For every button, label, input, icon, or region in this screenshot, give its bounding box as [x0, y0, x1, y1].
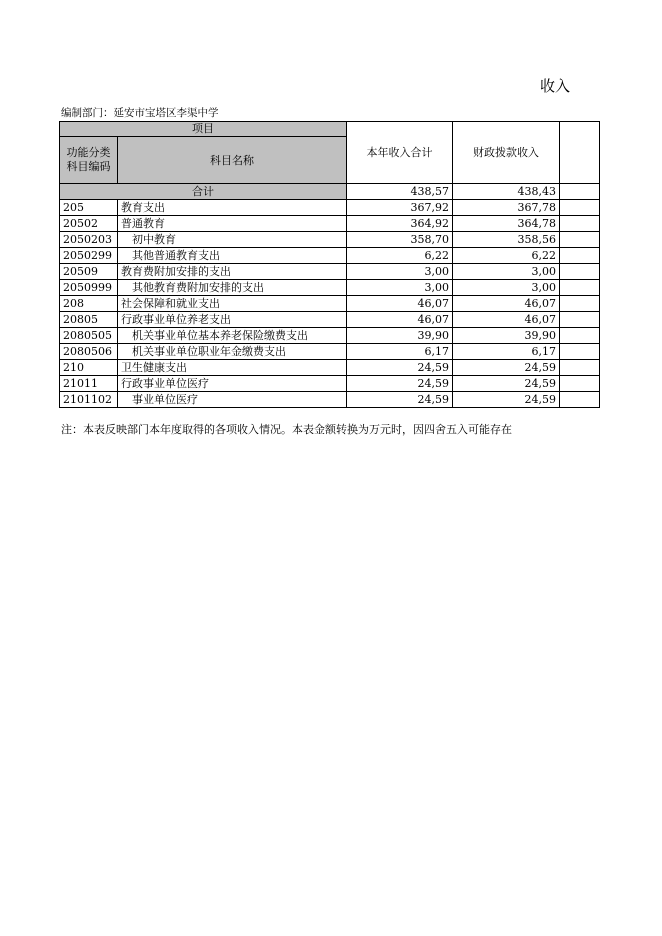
row-overflow — [560, 216, 600, 232]
row-overflow — [560, 264, 600, 280]
total-row-income: 438,57 — [347, 184, 453, 200]
row-code: 2080505 — [60, 328, 118, 344]
row-fiscal-income: 24,59 — [453, 376, 560, 392]
header-name: 科目名称 — [118, 137, 347, 184]
row-fiscal-income: 6,22 — [453, 248, 560, 264]
row-code: 2101102 — [60, 392, 118, 408]
row-total-income: 6,17 — [347, 344, 453, 360]
header-fiscal-income: 财政拨款收入 — [453, 122, 560, 184]
row-code: 208 — [60, 296, 118, 312]
row-code: 205 — [60, 200, 118, 216]
table-row — [60, 312, 600, 328]
row-fiscal-income: 358,56 — [453, 232, 560, 248]
table-row — [60, 296, 600, 312]
row-overflow — [560, 232, 600, 248]
row-name: 事业单位医疗 — [118, 392, 347, 408]
table-row — [60, 376, 600, 392]
row-overflow — [560, 200, 600, 216]
row-code: 2050999 — [60, 280, 118, 296]
row-name: 卫生健康支出 — [118, 360, 347, 376]
row-name: 其他普通教育支出 — [118, 248, 347, 264]
total-row-label: 合计 — [60, 184, 347, 200]
header-code: 功能分类 科目编码 — [60, 137, 118, 184]
row-overflow — [560, 360, 600, 376]
row-total-income: 3,00 — [347, 264, 453, 280]
row-total-income: 24,59 — [347, 392, 453, 408]
department-label: 编制部门：延安市宝塔区李渠中学 — [61, 107, 219, 119]
table-row — [60, 280, 600, 296]
row-name: 教育支出 — [118, 200, 347, 216]
row-fiscal-income: 46,07 — [453, 296, 560, 312]
row-code: 2050203 — [60, 232, 118, 248]
row-fiscal-income: 39,90 — [453, 328, 560, 344]
table-row — [60, 200, 600, 216]
row-total-income: 367,92 — [347, 200, 453, 216]
row-fiscal-income: 6,17 — [453, 344, 560, 360]
row-fiscal-income: 3,00 — [453, 280, 560, 296]
row-total-income: 39,90 — [347, 328, 453, 344]
row-fiscal-income: 46,07 — [453, 312, 560, 328]
income-table — [59, 121, 600, 408]
row-name: 其他教育费附加安排的支出 — [118, 280, 347, 296]
row-overflow — [560, 248, 600, 264]
row-total-income: 46,07 — [347, 312, 453, 328]
row-code: 21011 — [60, 376, 118, 392]
row-code: 210 — [60, 360, 118, 376]
row-overflow — [560, 376, 600, 392]
table-row — [60, 216, 600, 232]
row-total-income: 24,59 — [347, 376, 453, 392]
table-note: 注：本表反映部门本年度取得的各项收入情况。本表金额转换为万元时，因四舍五入可能存在 — [61, 423, 512, 436]
row-total-income: 364,92 — [347, 216, 453, 232]
table-row — [60, 344, 600, 360]
row-name: 初中教育 — [118, 232, 347, 248]
row-fiscal-income: 364,78 — [453, 216, 560, 232]
row-total-income: 24,59 — [347, 360, 453, 376]
row-total-income: 3,00 — [347, 280, 453, 296]
report-title: 收入 — [540, 77, 571, 95]
row-name: 机关事业单位职业年金缴费支出 — [118, 344, 347, 360]
row-fiscal-income: 367,78 — [453, 200, 560, 216]
row-fiscal-income: 24,59 — [453, 360, 560, 376]
table-row — [60, 328, 600, 344]
report-title-clip — [540, 76, 571, 96]
row-code: 20502 — [60, 216, 118, 232]
table-row — [60, 360, 600, 376]
header-overflow-cell — [560, 122, 600, 184]
total-row-fiscal: 438,43 — [453, 184, 560, 200]
header-total-income: 本年收入合计 — [347, 122, 453, 184]
row-fiscal-income: 24,59 — [453, 392, 560, 408]
row-code: 20509 — [60, 264, 118, 280]
row-name: 教育费附加安排的支出 — [118, 264, 347, 280]
row-name: 普通教育 — [118, 216, 347, 232]
header-project: 项目 — [60, 122, 347, 137]
row-name: 行政事业单位养老支出 — [118, 312, 347, 328]
row-total-income: 6,22 — [347, 248, 453, 264]
row-overflow — [560, 392, 600, 408]
total-row-overflow — [560, 184, 600, 200]
row-code: 2080506 — [60, 344, 118, 360]
row-total-income: 46,07 — [347, 296, 453, 312]
row-total-income: 358,70 — [347, 232, 453, 248]
row-overflow — [560, 280, 600, 296]
table-row — [60, 248, 600, 264]
row-overflow — [560, 312, 600, 328]
row-name: 社会保障和就业支出 — [118, 296, 347, 312]
row-name: 行政事业单位医疗 — [118, 376, 347, 392]
row-fiscal-income: 3,00 — [453, 264, 560, 280]
table-row — [60, 264, 600, 280]
row-overflow — [560, 328, 600, 344]
row-code: 20805 — [60, 312, 118, 328]
row-overflow — [560, 344, 600, 360]
row-overflow — [560, 296, 600, 312]
row-name: 机关事业单位基本养老保险缴费支出 — [118, 328, 347, 344]
row-code: 2050299 — [60, 248, 118, 264]
table-row — [60, 392, 600, 408]
income-table-viewport — [59, 121, 559, 421]
table-row — [60, 232, 600, 248]
